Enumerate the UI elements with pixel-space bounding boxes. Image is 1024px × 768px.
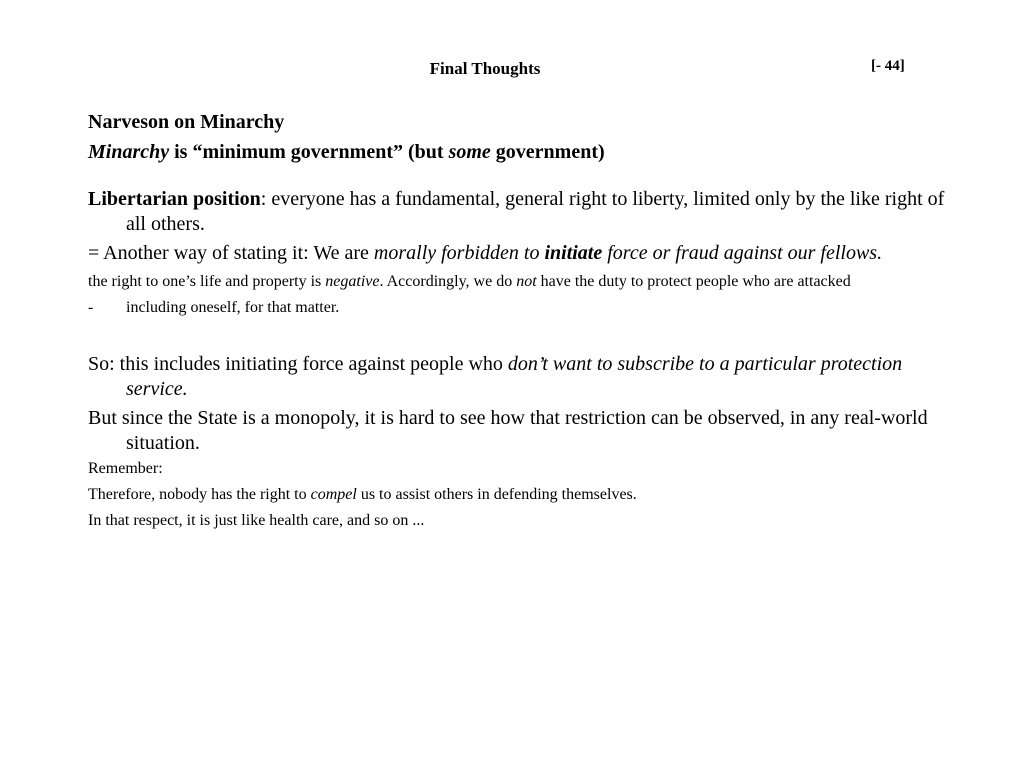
libertarian-position-label: Libertarian position xyxy=(88,188,261,210)
libertarian-position-paragraph xyxy=(88,187,948,237)
monopoly-paragraph: But since the State is a monopoly, it is hard to see how that restriction can be observed, in any real-world situation. xyxy=(88,407,928,454)
slide-title: Final Thoughts xyxy=(429,59,541,78)
negative-right-mid: . Accordingly, we do xyxy=(379,273,517,290)
compel-end: us to assist others in defending themselves. xyxy=(356,486,637,503)
negative-right-start: the right to one’s life and property is xyxy=(88,273,326,290)
remember-line: Remember: xyxy=(88,460,163,477)
page-number: [- 44] xyxy=(871,58,905,74)
dash-bullet: - xyxy=(88,299,94,316)
slide-content xyxy=(88,107,948,531)
protection-service-paragraph xyxy=(88,352,948,402)
negative-term: negative xyxy=(325,273,380,290)
restatement-paragraph xyxy=(88,241,948,266)
protection-service-start: So: this includes initiating force against people who xyxy=(88,353,508,375)
compel-start: Therefore, nobody has the right to xyxy=(88,486,311,503)
compel-paragraph xyxy=(88,485,948,505)
libertarian-position-text: : everyone has a fundamental, general right to liberty, limited only by the like right of all others. xyxy=(126,188,945,235)
negative-right-paragraph xyxy=(88,272,948,292)
not-term: not xyxy=(516,273,537,290)
heading-line-2-end: government) xyxy=(490,141,605,163)
restatement-italic-2: force or fraud against our fellows. xyxy=(602,242,883,264)
heading-line-1: Narveson on Minarchy xyxy=(88,111,285,133)
initiate-term: initiate xyxy=(544,242,603,264)
some-term: some xyxy=(448,141,491,163)
health-care-line: In that respect, it is just like health care, and so on ... xyxy=(88,512,425,529)
restatement-italic-1: morally forbidden to xyxy=(373,242,545,264)
minarchy-term: Minarchy xyxy=(88,141,170,163)
heading-line-2 xyxy=(88,137,948,167)
restatement-start: = Another way of stating it: We are xyxy=(88,242,374,264)
heading-line-2-mid: is “minimum government” (but xyxy=(169,141,449,163)
dash-list-item xyxy=(88,298,948,318)
negative-right-end: have the duty to protect people who are attacked xyxy=(536,273,851,290)
protection-service-italic: don’t want to subscribe to a particular protection service. xyxy=(126,353,903,400)
dash-list-text: including oneself, for that matter. xyxy=(126,299,340,316)
compel-term: compel xyxy=(310,486,357,503)
